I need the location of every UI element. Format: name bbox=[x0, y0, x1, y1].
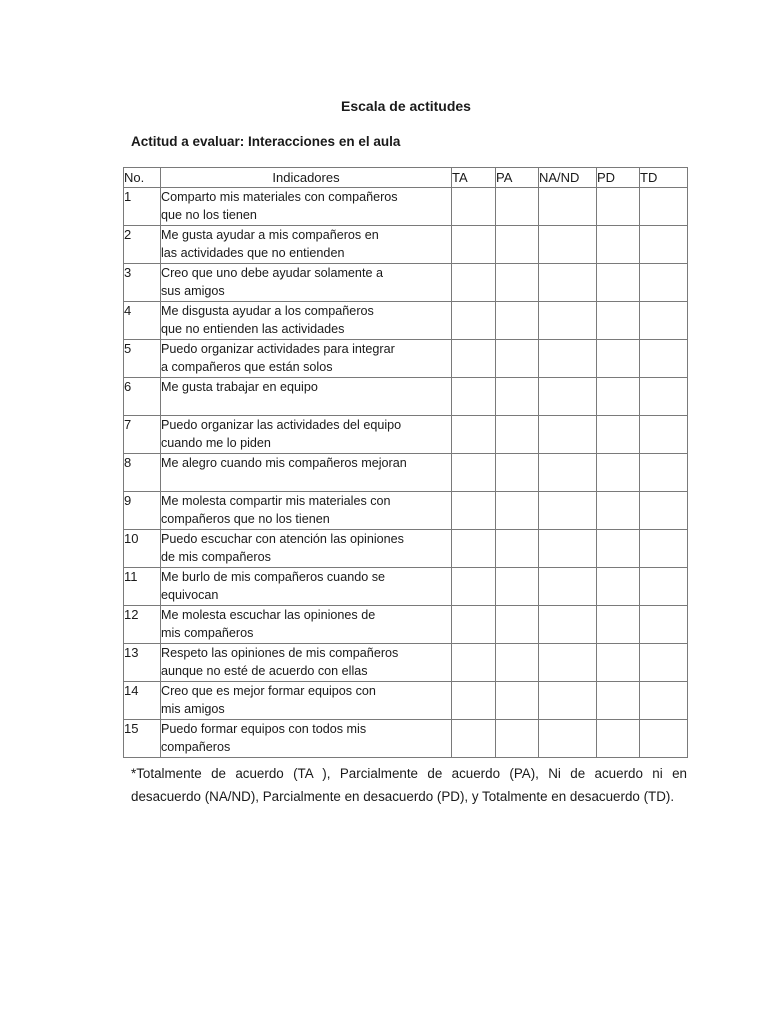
indicator-cell bbox=[161, 340, 452, 378]
response-cell-td[interactable] bbox=[640, 188, 688, 226]
response-cell-pd[interactable] bbox=[597, 454, 640, 492]
response-cell-pa[interactable] bbox=[496, 188, 539, 226]
response-cell-pd[interactable] bbox=[597, 530, 640, 568]
indicator-cell bbox=[161, 188, 452, 226]
response-cell-pd[interactable] bbox=[597, 682, 640, 720]
indicator-text-line1: Me molesta compartir mis materiales con bbox=[161, 494, 391, 508]
row-number: 3 bbox=[124, 264, 161, 302]
indicator-text-line1: Puedo organizar las actividades del equipo bbox=[161, 418, 402, 432]
document-title: Escala de actitudes bbox=[341, 98, 471, 114]
response-cell-pa[interactable] bbox=[496, 682, 539, 720]
indicator-text-line1: Respeto las opiniones de mis compañeros bbox=[161, 646, 399, 660]
row-number: 9 bbox=[124, 492, 161, 530]
attitude-scale-table bbox=[123, 167, 688, 758]
response-cell-td[interactable] bbox=[640, 340, 688, 378]
response-cell-pa[interactable] bbox=[496, 492, 539, 530]
response-cell-pa[interactable] bbox=[496, 454, 539, 492]
response-cell-na-nd[interactable] bbox=[539, 568, 597, 606]
table-row bbox=[124, 568, 688, 606]
indicator-text-line1: Puedo escuchar con atención las opiniones bbox=[161, 532, 404, 546]
table-row bbox=[124, 530, 688, 568]
table-row bbox=[124, 606, 688, 644]
response-cell-pd[interactable] bbox=[597, 416, 640, 454]
indicator-text-line1: Me gusta ayudar a mis compañeros en bbox=[161, 228, 379, 242]
indicator-text-line1: Me alegro cuando mis compañeros mejoran bbox=[161, 456, 407, 470]
response-cell-na-nd[interactable] bbox=[539, 340, 597, 378]
indicator-text-line1: Me gusta trabajar en equipo bbox=[161, 380, 318, 394]
row-number: 13 bbox=[124, 644, 161, 682]
response-cell-na-nd[interactable] bbox=[539, 682, 597, 720]
response-cell-ta[interactable] bbox=[452, 568, 496, 606]
response-cell-pd[interactable] bbox=[597, 340, 640, 378]
response-cell-td[interactable] bbox=[640, 720, 688, 758]
table-row bbox=[124, 454, 688, 492]
row-number: 11 bbox=[124, 568, 161, 606]
indicator-cell bbox=[161, 682, 452, 720]
footnote: *Totalmente de acuerdo (TA ), Parcialmente de acuerdo (PA), Ni de acuerdo ni en desacuerdo (NA/ND), Parcialmente en desacuerdo (PD), y Totalmente en desacuerdo (TD). bbox=[131, 766, 687, 804]
response-cell-pa[interactable] bbox=[496, 226, 539, 264]
response-cell-pa[interactable] bbox=[496, 264, 539, 302]
response-cell-td[interactable] bbox=[640, 530, 688, 568]
row-number: 12 bbox=[124, 606, 161, 644]
response-cell-td[interactable] bbox=[640, 454, 688, 492]
indicator-cell bbox=[161, 416, 452, 454]
response-cell-td[interactable] bbox=[640, 644, 688, 682]
response-cell-pd[interactable] bbox=[597, 720, 640, 758]
response-cell-pa[interactable] bbox=[496, 530, 539, 568]
indicator-text-line2: que no los tienen bbox=[161, 208, 257, 222]
response-cell-td[interactable] bbox=[640, 264, 688, 302]
response-cell-pd[interactable] bbox=[597, 492, 640, 530]
table-row bbox=[124, 644, 688, 682]
response-cell-pd[interactable] bbox=[597, 568, 640, 606]
response-cell-ta[interactable] bbox=[452, 454, 496, 492]
indicator-text-line2: sus amigos bbox=[161, 284, 225, 298]
response-cell-na-nd[interactable] bbox=[539, 416, 597, 454]
row-number: 14 bbox=[124, 682, 161, 720]
response-cell-pd[interactable] bbox=[597, 644, 640, 682]
response-cell-ta[interactable] bbox=[452, 302, 496, 340]
response-cell-na-nd[interactable] bbox=[539, 378, 597, 416]
response-cell-na-nd[interactable] bbox=[539, 264, 597, 302]
indicator-cell bbox=[161, 606, 452, 644]
response-cell-pd[interactable] bbox=[597, 302, 640, 340]
indicator-cell bbox=[161, 530, 452, 568]
indicator-text-line2: de mis compañeros bbox=[161, 550, 271, 564]
response-cell-pd[interactable] bbox=[597, 188, 640, 226]
header-option-pa: PA bbox=[496, 168, 539, 188]
response-cell-na-nd[interactable] bbox=[539, 302, 597, 340]
response-cell-ta[interactable] bbox=[452, 188, 496, 226]
row-number: 6 bbox=[124, 378, 161, 416]
document-subtitle: Actitud a evaluar: Interacciones en el aula bbox=[131, 134, 401, 149]
indicator-text-line2: aunque no esté de acuerdo con ellas bbox=[161, 664, 368, 678]
response-cell-td[interactable] bbox=[640, 416, 688, 454]
response-cell-pa[interactable] bbox=[496, 720, 539, 758]
response-cell-ta[interactable] bbox=[452, 340, 496, 378]
header-option-na-nd: NA/ND bbox=[539, 168, 597, 188]
table-row bbox=[124, 720, 688, 758]
indicator-text-line2: las actividades que no entienden bbox=[161, 246, 345, 260]
response-cell-na-nd[interactable] bbox=[539, 644, 597, 682]
indicator-text-line2: compañeros que no los tienen bbox=[161, 512, 330, 526]
indicator-text-line1: Creo que uno debe ayudar solamente a bbox=[161, 266, 383, 280]
table-row bbox=[124, 682, 688, 720]
table-row bbox=[124, 302, 688, 340]
response-cell-ta[interactable] bbox=[452, 378, 496, 416]
row-number: 8 bbox=[124, 454, 161, 492]
response-cell-ta[interactable] bbox=[452, 264, 496, 302]
table-row bbox=[124, 340, 688, 378]
response-cell-pa[interactable] bbox=[496, 416, 539, 454]
response-cell-td[interactable] bbox=[640, 302, 688, 340]
table-header-row bbox=[124, 168, 688, 188]
indicator-text-line2: mis compañeros bbox=[161, 626, 254, 640]
response-cell-pa[interactable] bbox=[496, 302, 539, 340]
table-row bbox=[124, 378, 688, 416]
response-cell-pd[interactable] bbox=[597, 378, 640, 416]
row-number: 7 bbox=[124, 416, 161, 454]
response-cell-ta[interactable] bbox=[452, 226, 496, 264]
row-number: 15 bbox=[124, 720, 161, 758]
response-cell-td[interactable] bbox=[640, 378, 688, 416]
indicator-text-line2: cuando me lo piden bbox=[161, 436, 271, 450]
indicator-cell bbox=[161, 378, 452, 416]
table-row bbox=[124, 264, 688, 302]
response-cell-td[interactable] bbox=[640, 226, 688, 264]
row-number: 1 bbox=[124, 188, 161, 226]
indicator-cell bbox=[161, 454, 452, 492]
response-cell-ta[interactable] bbox=[452, 720, 496, 758]
indicator-text-line1: Creo que es mejor formar equipos con bbox=[161, 684, 376, 698]
table-body bbox=[124, 188, 688, 758]
indicator-text-line1: Comparto mis materiales con compañeros bbox=[161, 190, 398, 204]
header-number: No. bbox=[124, 168, 161, 188]
response-cell-ta[interactable] bbox=[452, 606, 496, 644]
header-option-pd: PD bbox=[597, 168, 640, 188]
row-number: 2 bbox=[124, 226, 161, 264]
response-cell-na-nd[interactable] bbox=[539, 188, 597, 226]
table-row bbox=[124, 492, 688, 530]
response-cell-pa[interactable] bbox=[496, 568, 539, 606]
response-cell-td[interactable] bbox=[640, 682, 688, 720]
response-cell-ta[interactable] bbox=[452, 530, 496, 568]
table-row bbox=[124, 188, 688, 226]
response-cell-td[interactable] bbox=[640, 492, 688, 530]
row-number: 5 bbox=[124, 340, 161, 378]
response-cell-pd[interactable] bbox=[597, 226, 640, 264]
response-cell-pa[interactable] bbox=[496, 378, 539, 416]
header-indicators: Indicadores bbox=[161, 168, 452, 188]
response-cell-ta[interactable] bbox=[452, 682, 496, 720]
response-cell-pa[interactable] bbox=[496, 606, 539, 644]
response-cell-pa[interactable] bbox=[496, 644, 539, 682]
response-cell-na-nd[interactable] bbox=[539, 530, 597, 568]
table-row bbox=[124, 226, 688, 264]
table-row bbox=[124, 416, 688, 454]
indicator-cell bbox=[161, 568, 452, 606]
header-option-ta: TA bbox=[452, 168, 496, 188]
indicator-cell bbox=[161, 264, 452, 302]
response-cell-pd[interactable] bbox=[597, 264, 640, 302]
response-cell-ta[interactable] bbox=[452, 416, 496, 454]
indicator-text-line1: Puedo organizar actividades para integrar bbox=[161, 342, 395, 356]
indicator-text-line1: Puedo formar equipos con todos mis bbox=[161, 722, 367, 736]
response-cell-td[interactable] bbox=[640, 606, 688, 644]
response-cell-td[interactable] bbox=[640, 568, 688, 606]
indicator-cell bbox=[161, 226, 452, 264]
indicator-text-line1: Me molesta escuchar las opiniones de bbox=[161, 608, 376, 622]
indicator-text-line2: equivocan bbox=[161, 588, 219, 602]
indicator-cell bbox=[161, 644, 452, 682]
indicator-text-line1: Me disgusta ayudar a los compañeros bbox=[161, 304, 374, 318]
indicator-cell bbox=[161, 492, 452, 530]
indicator-text-line2: que no entienden las actividades bbox=[161, 322, 345, 336]
indicator-cell bbox=[161, 302, 452, 340]
response-cell-na-nd[interactable] bbox=[539, 720, 597, 758]
row-number: 4 bbox=[124, 302, 161, 340]
indicator-cell bbox=[161, 720, 452, 758]
response-cell-na-nd[interactable] bbox=[539, 454, 597, 492]
response-cell-ta[interactable] bbox=[452, 644, 496, 682]
response-cell-pa[interactable] bbox=[496, 340, 539, 378]
header-option-td: TD bbox=[640, 168, 688, 188]
indicator-text-line1: Me burlo de mis compañeros cuando se bbox=[161, 570, 386, 584]
response-cell-na-nd[interactable] bbox=[539, 492, 597, 530]
response-cell-na-nd[interactable] bbox=[539, 606, 597, 644]
indicator-text-line2: a compañeros que están solos bbox=[161, 360, 333, 374]
indicator-text-line2: mis amigos bbox=[161, 702, 225, 716]
response-cell-ta[interactable] bbox=[452, 492, 496, 530]
row-number: 10 bbox=[124, 530, 161, 568]
response-cell-na-nd[interactable] bbox=[539, 226, 597, 264]
indicator-text-line2: compañeros bbox=[161, 740, 231, 754]
response-cell-pd[interactable] bbox=[597, 606, 640, 644]
